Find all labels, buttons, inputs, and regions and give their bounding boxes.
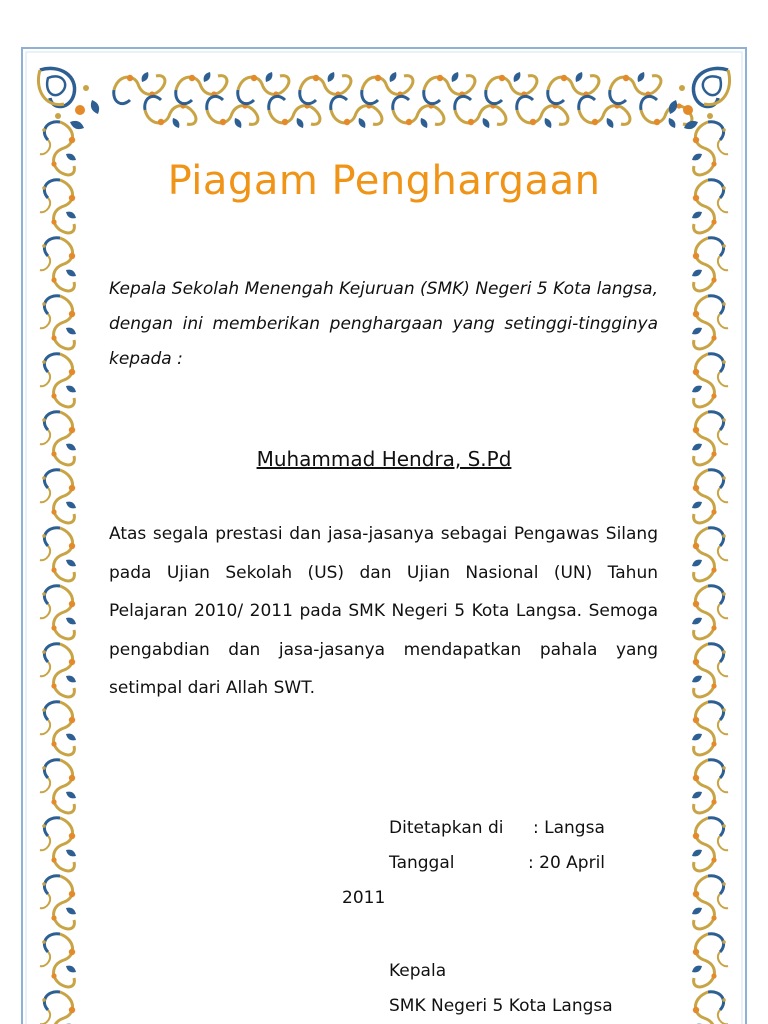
recipient-name: Muhammad Hendra, S.Pd [256,447,512,471]
date-value: : 20 April [528,853,606,873]
certificate-title: Piagam Penghargaan [167,158,601,204]
citation-paragraph: Atas segala prestasi dan jasa-jasanya sebagai Pengawas Silang pada Ujian Sekolah (US) dan Ujian Nasional (UN) Tahun Pelajaran 2010/ 2011 pada SMK Negeri 5 Kota Langsa. Semoga pengabdian dan jasa-jasanya mendapatkan pahala yang setimpal dari Allah SWT. [109,524,658,698]
date-year: 2011 [342,888,386,908]
date-label: Tanggal [389,853,455,873]
signatory-institution: SMK Negeri 5 Kota Langsa [389,996,613,1016]
place-label: Ditetapkan di [389,818,504,838]
intro-paragraph: Kepala Sekolah Menengah Kejuruan (SMK) Negeri 5 Kota langsa, dengan ini memberikan penghargaan yang setinggi-tingginya kepada : [109,279,658,369]
signatory-position: Kepala [389,961,447,981]
place-value: : Langsa [533,818,605,838]
